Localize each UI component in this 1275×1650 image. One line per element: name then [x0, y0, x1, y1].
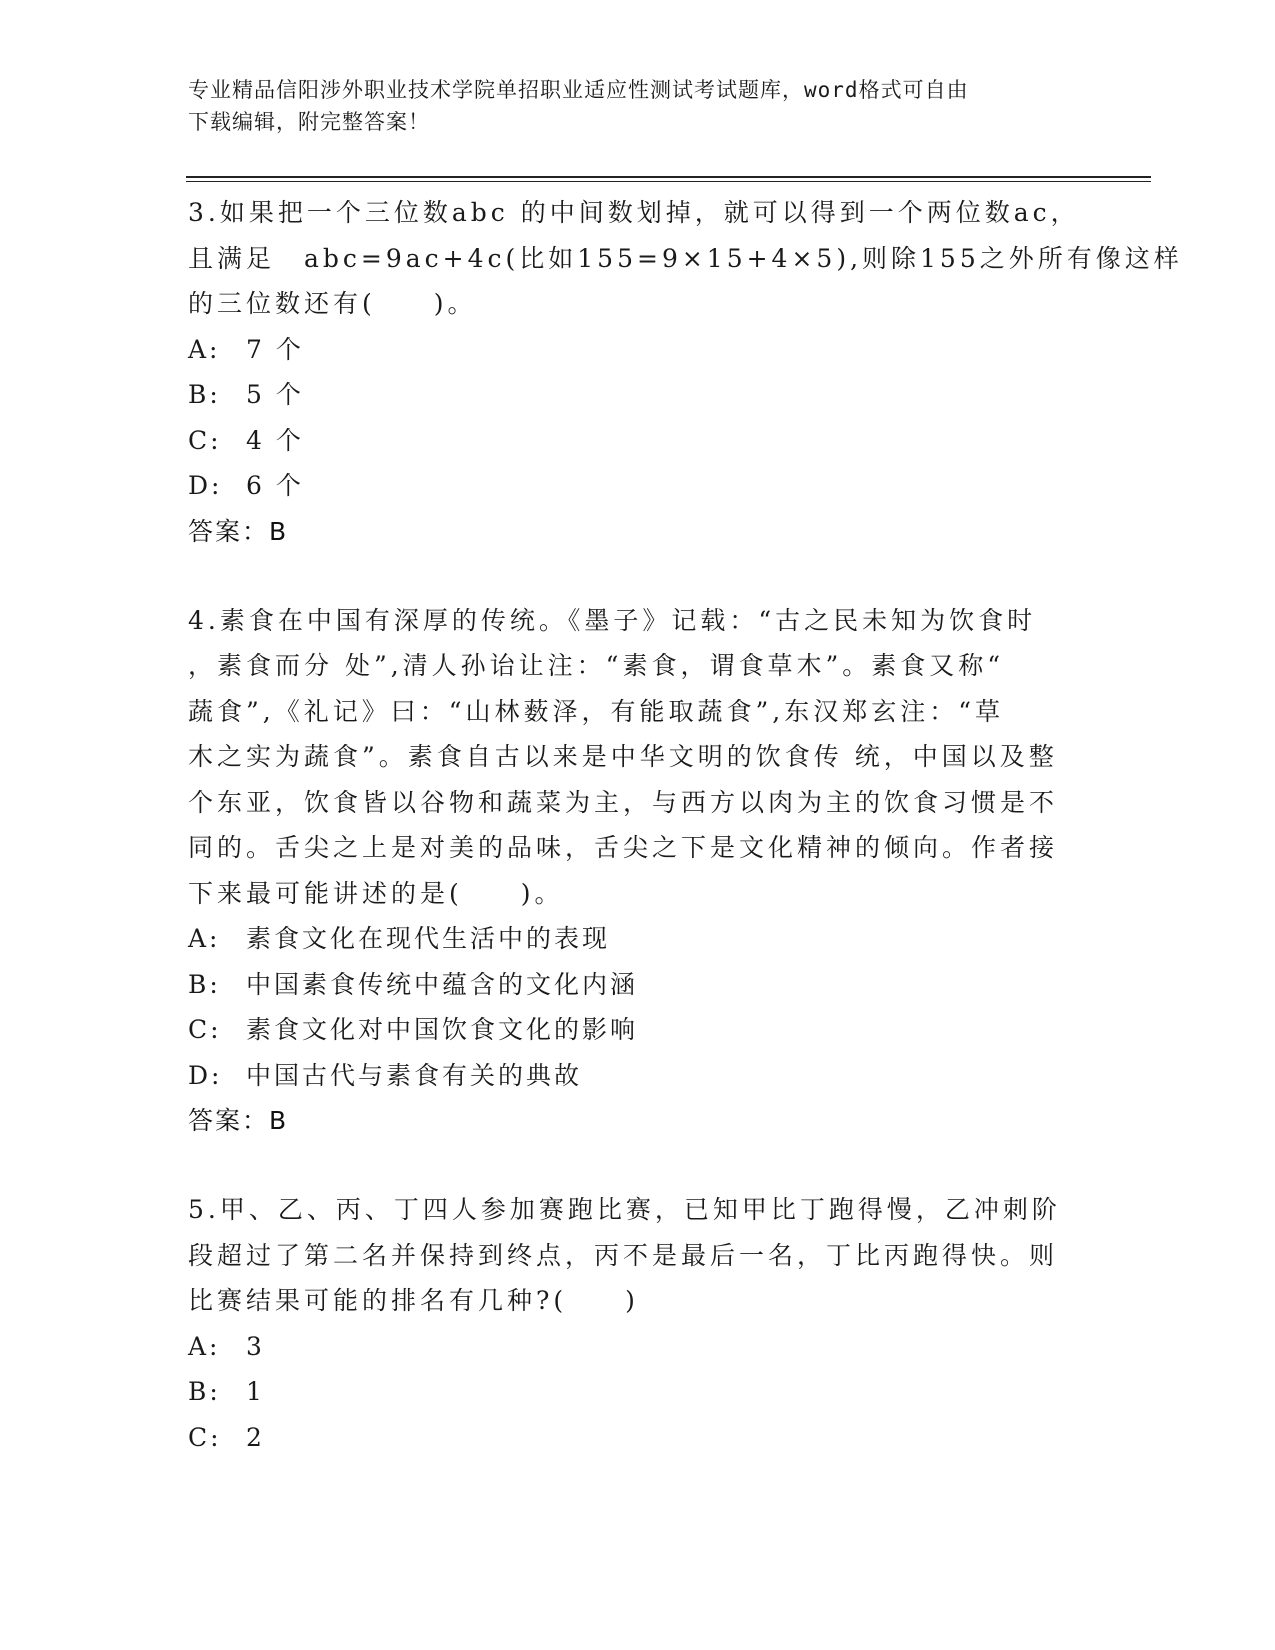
option-text: 2 [246, 1422, 265, 1452]
option-text: 3 [246, 1331, 265, 1361]
question-5 [188, 1187, 1088, 1460]
option-text: 中国素食传统中蕴含的文化内涵 [246, 969, 639, 999]
option-c [188, 1415, 1088, 1461]
question-text-line: 的三位数还有( )。 [188, 289, 477, 318]
answer-line: 答案：B [188, 1106, 289, 1135]
option-a [188, 916, 1088, 962]
option-text: 中国古代与素食有关的典故 [246, 1060, 583, 1090]
question-list [188, 190, 1183, 1460]
answer-line: 答案：B [188, 516, 289, 546]
question-text-line: 木之实为蔬食”。素食自古以来是中华文明的饮食传 统，中国以及整 [188, 742, 1058, 771]
option-text: 6 个 [246, 471, 304, 500]
option-key: B: [188, 380, 221, 409]
option-key: B: [188, 969, 221, 999]
option-key: C: [188, 1422, 222, 1452]
option-d [188, 463, 1088, 509]
option-text: 素食文化在现代生活中的表现 [246, 924, 611, 953]
option-key: C: [188, 1015, 222, 1044]
question-text-line: 5.甲、乙、丙、丁四人参加赛跑比赛，已知甲比丁跑得慢，乙冲刺阶 [188, 1195, 1061, 1224]
document-header [188, 74, 1068, 138]
question-3 [188, 190, 1183, 554]
header-divider [186, 176, 1151, 178]
question-text-line: 3.如果把一个三位数abc 的中间数划掉，就可以得到一个两位数ac， [188, 198, 1080, 227]
option-text: 素食文化对中国饮食文化的影响 [246, 1015, 639, 1044]
option-key: C: [188, 425, 222, 455]
question-4 [188, 598, 1088, 1144]
question-text-line: ，素食而分 处”,清人孙诒让注：“素食，谓食草木”。素食又称“ [188, 651, 1005, 680]
option-key: B: [188, 1377, 221, 1406]
header-divider-thin [186, 181, 1151, 182]
question-text-line: 下来最可能讲述的是( )。 [188, 878, 564, 908]
spacer [188, 554, 1088, 598]
question-text-line: 个东亚，饮食皆以谷物和蔬菜为主，与西方以肉为主的饮食习惯是不 [188, 787, 1059, 817]
spacer [188, 1143, 1088, 1187]
question-text-line: 同的。舌尖之上是对美的品味，舌尖之下是文化精神的倾向。作者接 [188, 833, 1059, 862]
question-text-line: 蔬食”,《礼记》曰：“山林薮泽，有能取蔬食”,东汉郑玄注：“草 [188, 696, 1005, 726]
question-text-line: 比赛结果可能的排名有几种?( ) [188, 1286, 639, 1315]
header-line-2: 下载编辑，附完整答案！ [188, 110, 430, 134]
option-key: A: [188, 1331, 221, 1361]
question-text-line: 4.素食在中国有深厚的传统。《墨子》记载：“古之民未知为饮食时 [188, 605, 1037, 635]
question-text-line: 段超过了第二名并保持到终点，丙不是最后一名，丁比丙跑得快。则 [188, 1240, 1059, 1270]
option-b [188, 372, 1088, 418]
option-key: D: [188, 471, 223, 500]
header-line-1: 专业精品信阳涉外职业技术学院单招职业适应性测试考试题库，word格式可自由 [188, 78, 969, 102]
option-key: A: [188, 924, 221, 953]
option-text: 5 个 [246, 380, 304, 409]
option-b [188, 1369, 1088, 1415]
option-c [188, 418, 1088, 464]
option-d [188, 1053, 1088, 1099]
option-text: 7 个 [246, 334, 304, 364]
option-text: 4 个 [246, 425, 304, 455]
option-b [188, 962, 1088, 1008]
option-c [188, 1007, 1088, 1053]
option-a [188, 327, 1088, 373]
option-a [188, 1324, 1088, 1370]
option-text: 1 [246, 1377, 265, 1406]
option-key: A: [188, 334, 221, 364]
option-key: D: [188, 1060, 223, 1090]
question-text-line: 且满足 abc=9ac+4c(比如155=9×15+4×5),则除155之外所有像这样 [188, 243, 1183, 273]
